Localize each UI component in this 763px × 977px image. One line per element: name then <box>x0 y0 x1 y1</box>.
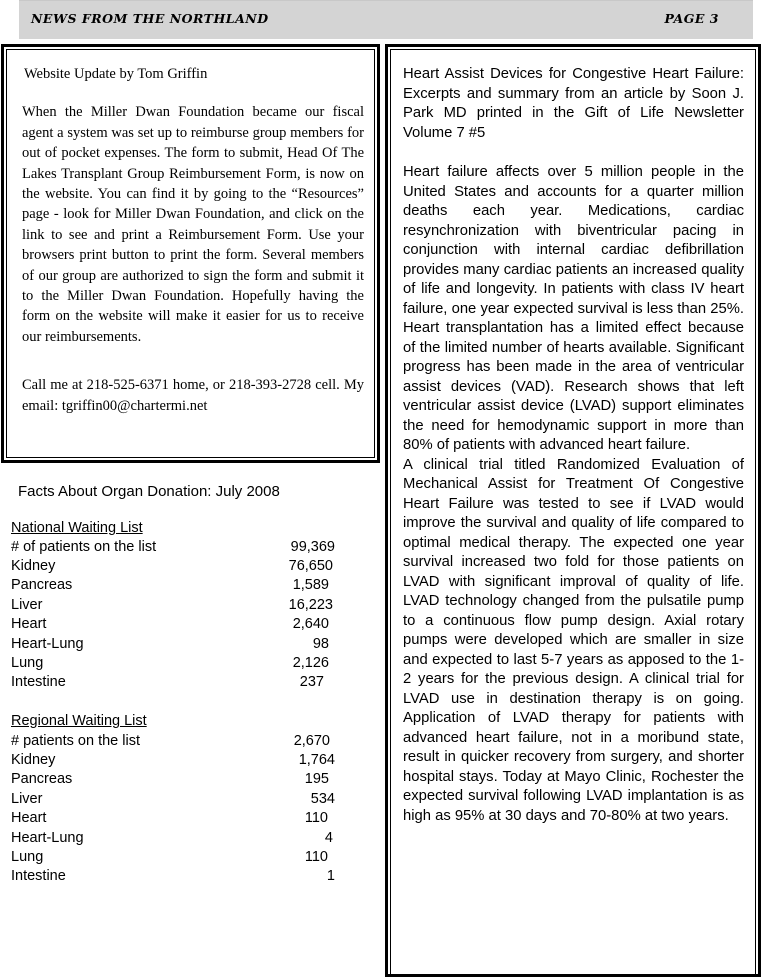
row-value: 99,369 <box>290 539 335 555</box>
table-row <box>11 558 337 578</box>
row-label: Heart <box>11 616 47 632</box>
row-label: Liver <box>11 791 43 807</box>
newsletter-title: NEWS FROM THE NORTHLAND <box>31 11 269 26</box>
row-label: Heart <box>11 810 47 826</box>
row-label: Lung <box>11 849 44 865</box>
row-value: 2,640 <box>292 616 329 632</box>
row-value: 76,650 <box>288 558 333 574</box>
article-title: Heart Assist Devices for Congestive Heart Failure: Excerpts and summary from an article by Soon J. Park MD printed in the Gift of Life Newsletter Volume 7 #5 <box>403 66 744 141</box>
page-header <box>19 0 753 39</box>
table-row <box>11 636 337 656</box>
row-label: Pancreas <box>11 771 73 787</box>
row-label: Intestine <box>11 868 66 884</box>
row-label: Intestine <box>11 674 66 690</box>
row-label: Kidney <box>11 752 56 768</box>
regional-waiting-list-title: Regional Waiting List <box>11 713 147 729</box>
row-label: Kidney <box>11 558 56 574</box>
page-number: PAGE 3 <box>664 11 719 26</box>
row-label: Heart-Lung <box>11 830 84 846</box>
row-value: 1,764 <box>298 752 335 768</box>
table-row <box>11 539 337 559</box>
article-paragraph: Heart failure affects over 5 million people in the United States and accounts for a quarter million deaths each year. Medications, cardiac resynchronization with biventricular pacing in conjunction with internal cardiac defibrillation provides many cardiac patients an increased quality of life and longevity. In patients with class IV heart failure, one year expected survival is less than 25%. Heart transplantation has a limited effect because of the limited number of hearts available. Significant progress has been made in the area of ventricular assist devices (VAD). Research shows that left ventricular assist device (LVAD) support eliminates the need for hemodynamic support in more than 80% of patients with advanced heart failure. <box>403 164 744 453</box>
row-label: Heart-Lung <box>11 636 84 652</box>
national-waiting-list-title: National Waiting List <box>11 520 143 536</box>
row-label: Pancreas <box>11 577 73 593</box>
row-value: 237 <box>299 674 324 690</box>
facts-title: Facts About Organ Donation: July 2008 <box>18 483 280 500</box>
table-row <box>11 674 337 694</box>
website-update-body: When the Miller Dwan Foundation became our fiscal agent a system was set up to reimburse group members for out of pocket expenses. The form to submit, Head Of The Lakes Transplant Group Reimbursement Form, is now on the website. You can find it by going to the “Resources” page - look for Miller Dwan Foundation, and click on the link to see and print a Reimbursement Form. Use your browsers print button to print the form. Several members of our group are authorized to sign the form and submit it to the Miller Dwan Foundation. Hopefully having the form on the website will make it easier for us to receive our reimbursements. <box>22 104 364 345</box>
row-value: 2,670 <box>293 733 330 749</box>
row-value: 4 <box>324 830 333 846</box>
table-row <box>11 868 337 888</box>
row-value: 16,223 <box>288 597 333 613</box>
heart-assist-article <box>403 65 744 826</box>
table-row <box>11 791 337 811</box>
website-update-contact: Call me at 218-525-6371 home, or 218-393-2728 cell. My email: tgriffin00@chartermi.net <box>22 377 364 414</box>
row-value: 534 <box>310 791 335 807</box>
table-row <box>11 810 337 830</box>
table-row <box>11 733 337 753</box>
website-update-article <box>22 64 364 416</box>
table-row <box>11 597 337 617</box>
table-row <box>11 655 337 675</box>
website-update-title: Website Update by Tom Griffin <box>24 66 208 82</box>
row-label: Lung <box>11 655 44 671</box>
row-value: 1,589 <box>292 577 329 593</box>
table-row <box>11 616 337 636</box>
article-paragraph: A clinical trial titled Randomized Evaluation of Mechanical Assist for Treatment Of Congestive Heart Failure was tested to see if LVAD would improve the survival and quality of life compared to optimal medical therapy. The expected one year survival increased two fold for those patients on LVAD with significant improval of quality of life. LVAD technology changed from the pulsatile pump to a continuous flow pump design. Axial rotary pumps were developed which are smaller in size and expected to last 5-7 years as apposed to the 1-2 years for the previous design. A clinical trial for LVAD use in destination therapy is on going. Application of LVAD therapy for patients with advanced heart failure, not in a moribund state, result in quicker recovery from surgery, and shorter hospital stays. Today at Mayo Clinic, Rochester the expected survival following LVAD implantation is as high as 95% at 30 days and 70-80% at two years. <box>403 456 744 824</box>
row-label: Liver <box>11 597 43 613</box>
row-value: 195 <box>304 771 329 787</box>
row-value: 110 <box>304 810 328 826</box>
row-value: 2,126 <box>292 655 329 671</box>
table-row <box>11 577 337 597</box>
row-value: 1 <box>326 868 335 884</box>
table-row <box>11 830 337 850</box>
table-row <box>11 849 337 869</box>
table-row <box>11 771 337 791</box>
table-row <box>11 752 337 772</box>
row-label: # of patients on the list <box>11 539 157 555</box>
row-value: 110 <box>304 849 328 865</box>
row-value: 98 <box>312 636 329 652</box>
row-label: # patients on the list <box>11 733 140 749</box>
